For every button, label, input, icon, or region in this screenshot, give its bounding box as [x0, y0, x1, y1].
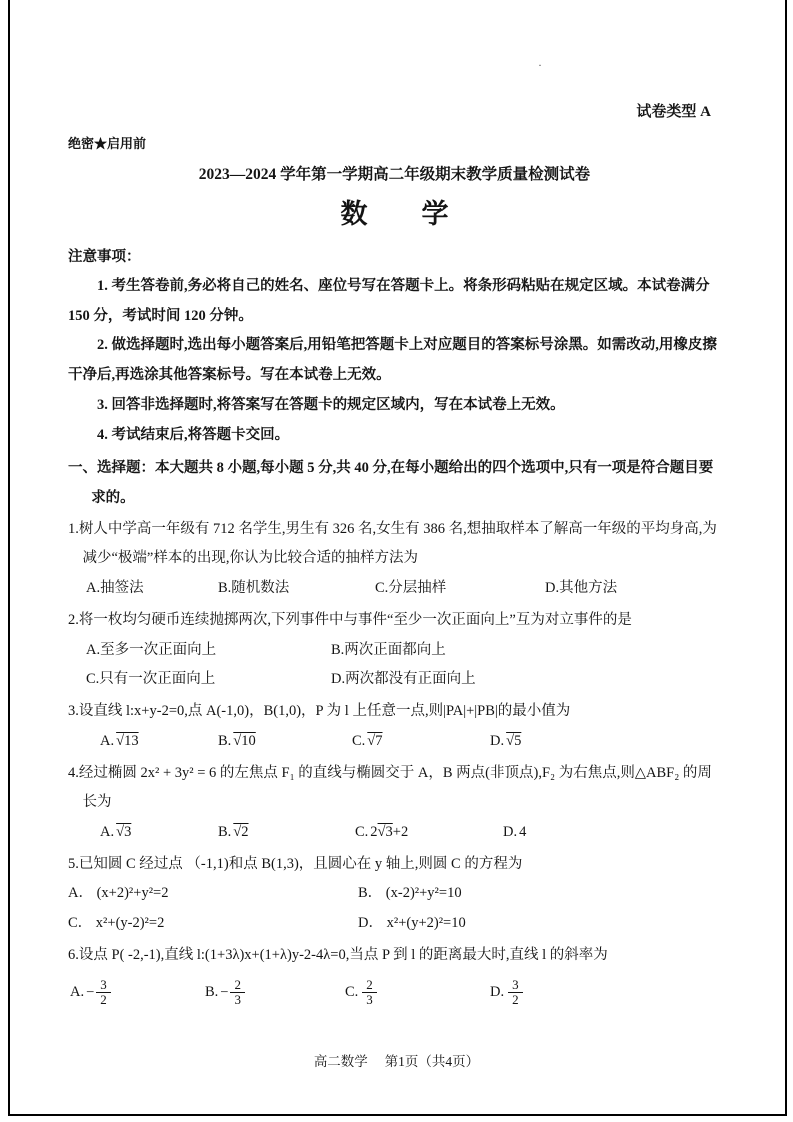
question-stem: 2.将一枚均匀硬币连续抛掷两次,下列事件中与事件“至少一次正面向上”互为对立事件的是 — [68, 611, 632, 628]
sqrt-value: √13 — [116, 732, 139, 749]
option — [218, 727, 352, 757]
fraction-numerator: 3 — [100, 976, 107, 992]
fraction-sign: − — [220, 984, 229, 1001]
option: C.只有一次正面向上 — [86, 671, 216, 688]
option: A． (x+2)²+y²=2 — [68, 885, 169, 902]
question-5 — [68, 850, 721, 939]
option-label: C. — [352, 732, 366, 749]
option — [100, 818, 218, 848]
option — [345, 978, 490, 1009]
option-label: C. — [345, 984, 359, 1001]
question-4 — [68, 759, 721, 848]
option-label: D. — [490, 732, 505, 749]
option — [490, 727, 721, 757]
option: D.两次都没有正面向上 — [331, 671, 476, 688]
scan-artifact-dot: · — [538, 58, 542, 72]
option — [503, 818, 721, 848]
question-options — [68, 879, 721, 938]
option-label: A. — [70, 984, 85, 1001]
option-label: C. — [355, 823, 369, 840]
option: D.其他方法 — [545, 580, 618, 597]
sqrt-value: √7 — [367, 732, 383, 749]
fraction-denominator: 2 — [508, 992, 523, 1008]
option: B.两次正面都向上 — [331, 641, 446, 658]
option-label: D. — [490, 984, 505, 1001]
fraction-denominator: 3 — [230, 992, 245, 1008]
sqrt-value: √2 — [233, 823, 249, 840]
option: C． x²+(y-2)²=2 — [68, 915, 165, 932]
option-label: B. — [205, 984, 219, 1001]
exam-title: 2023—2024 学年第一学期高二年级期末教学质量检测试卷 — [198, 166, 591, 183]
option-label: A. — [100, 732, 115, 749]
question-stem: 1.树人中学高一年级有 712 名学生,男生有 326 名,女生有 386 名,想抽取样本了解高一年级的平均身高,为减少“极端”样本的出现,你认为比较合适的抽样方法为 — [68, 520, 717, 567]
option: D． x²+(y+2)²=10 — [358, 915, 466, 932]
option: B． (x-2)²+y²=10 — [358, 885, 462, 902]
sqrt-value: √3 — [377, 823, 393, 840]
page-footer: 高二数学 第1页（共4页） — [313, 1054, 480, 1069]
question-options — [68, 636, 721, 695]
option-pre: 2 — [370, 823, 378, 840]
option: B.随机数法 — [218, 580, 290, 597]
question-1 — [68, 515, 721, 604]
option — [355, 818, 503, 848]
secret-label: 绝密★启用前 — [68, 136, 147, 151]
option-label: B. — [218, 732, 232, 749]
fraction-sign: − — [86, 984, 95, 1001]
question-6 — [68, 941, 721, 1016]
option — [218, 818, 355, 848]
notice-item-2: 2. 做选择题时,选出每小题答案后,用铅笔把答题卡上对应题目的答案标号涂黑。如需改动,用橡皮擦干净后,再选涂其他答案标号。写在本试卷上无效。 — [68, 337, 717, 384]
option-label: A. — [100, 823, 115, 840]
notice-item-4: 4. 考试结束后,将答题卡交回。 — [97, 426, 290, 443]
option: A.至多一次正面向上 — [86, 641, 217, 658]
option-label: B. — [218, 823, 232, 840]
fraction — [230, 978, 245, 1009]
option: C.分层抽样 — [375, 580, 447, 597]
question-options — [68, 727, 721, 757]
option-post: +2 — [392, 823, 409, 840]
option — [100, 727, 218, 757]
fraction-numerator: 3 — [512, 976, 519, 992]
option: A.抽签法 — [86, 580, 144, 597]
sqrt-value: √5 — [506, 732, 522, 749]
question-stem: 4.经过椭圆 2x² + 3y² = 6 的左焦点 F₁ 的直线与椭圆交于 A，B 两点(非顶点),F₂ 为右焦点,则△ABF₂ 的周长为 — [68, 764, 712, 811]
option — [490, 978, 721, 1009]
subject-title: 数 学 — [340, 199, 449, 229]
question-options — [68, 971, 721, 1016]
option — [70, 978, 205, 1009]
notices-header: 注意事项： — [68, 249, 141, 265]
fraction-numerator: 2 — [366, 976, 373, 992]
question-options — [68, 818, 721, 848]
fraction-denominator: 2 — [96, 992, 111, 1008]
question-2 — [68, 606, 721, 695]
section-header: 一、选择题：本大题共 8 小题,每小题 5 分,共 40 分,在每小题给出的四个选项中,只有一项是符合题目要求的。 — [68, 460, 714, 507]
sqrt-value: √10 — [233, 732, 256, 749]
option-post: 4 — [519, 823, 527, 840]
fraction — [96, 978, 111, 1009]
notice-item-1: 1. 考生答卷前,务必将自己的姓名、座位号写在答题卡上。将条形码粘贴在规定区域。本试卷满分 150 分，考试时间 120 分钟。 — [68, 278, 710, 324]
question-stem: 3.设直线 l:x+y-2=0,点 A(-1,0)，B(1,0)，P 为 l 上任意一点,则|PA|+|PB|的最小值为 — [68, 703, 571, 720]
notice-item-3: 3. 回答非选择题时,将答案写在答题卡的规定区域内，写在本试卷上无效。 — [97, 396, 565, 413]
question-stem: 6.设点 P( -2,-1),直线 l:(1+3λ)x+(1+λ)y-2-4λ=0,当点 P 到 l 的距离最大时,直线 l 的斜率为 — [68, 946, 608, 963]
question-options — [68, 574, 721, 604]
question-3 — [68, 697, 721, 756]
option — [205, 978, 345, 1009]
paper-type-label: 试卷类型 A — [636, 104, 711, 120]
sqrt-value: √3 — [116, 823, 132, 840]
fraction — [362, 978, 377, 1009]
fraction — [508, 978, 523, 1009]
option — [352, 727, 490, 757]
option-label: D. — [503, 823, 518, 840]
fraction-denominator: 3 — [362, 992, 377, 1008]
fraction-numerator: 2 — [234, 976, 241, 992]
question-stem: 5.已知圆 C 经过点 （-1,1)和点 B(1,3)，且圆心在 y 轴上,则圆 C 的方程为 — [68, 855, 523, 872]
